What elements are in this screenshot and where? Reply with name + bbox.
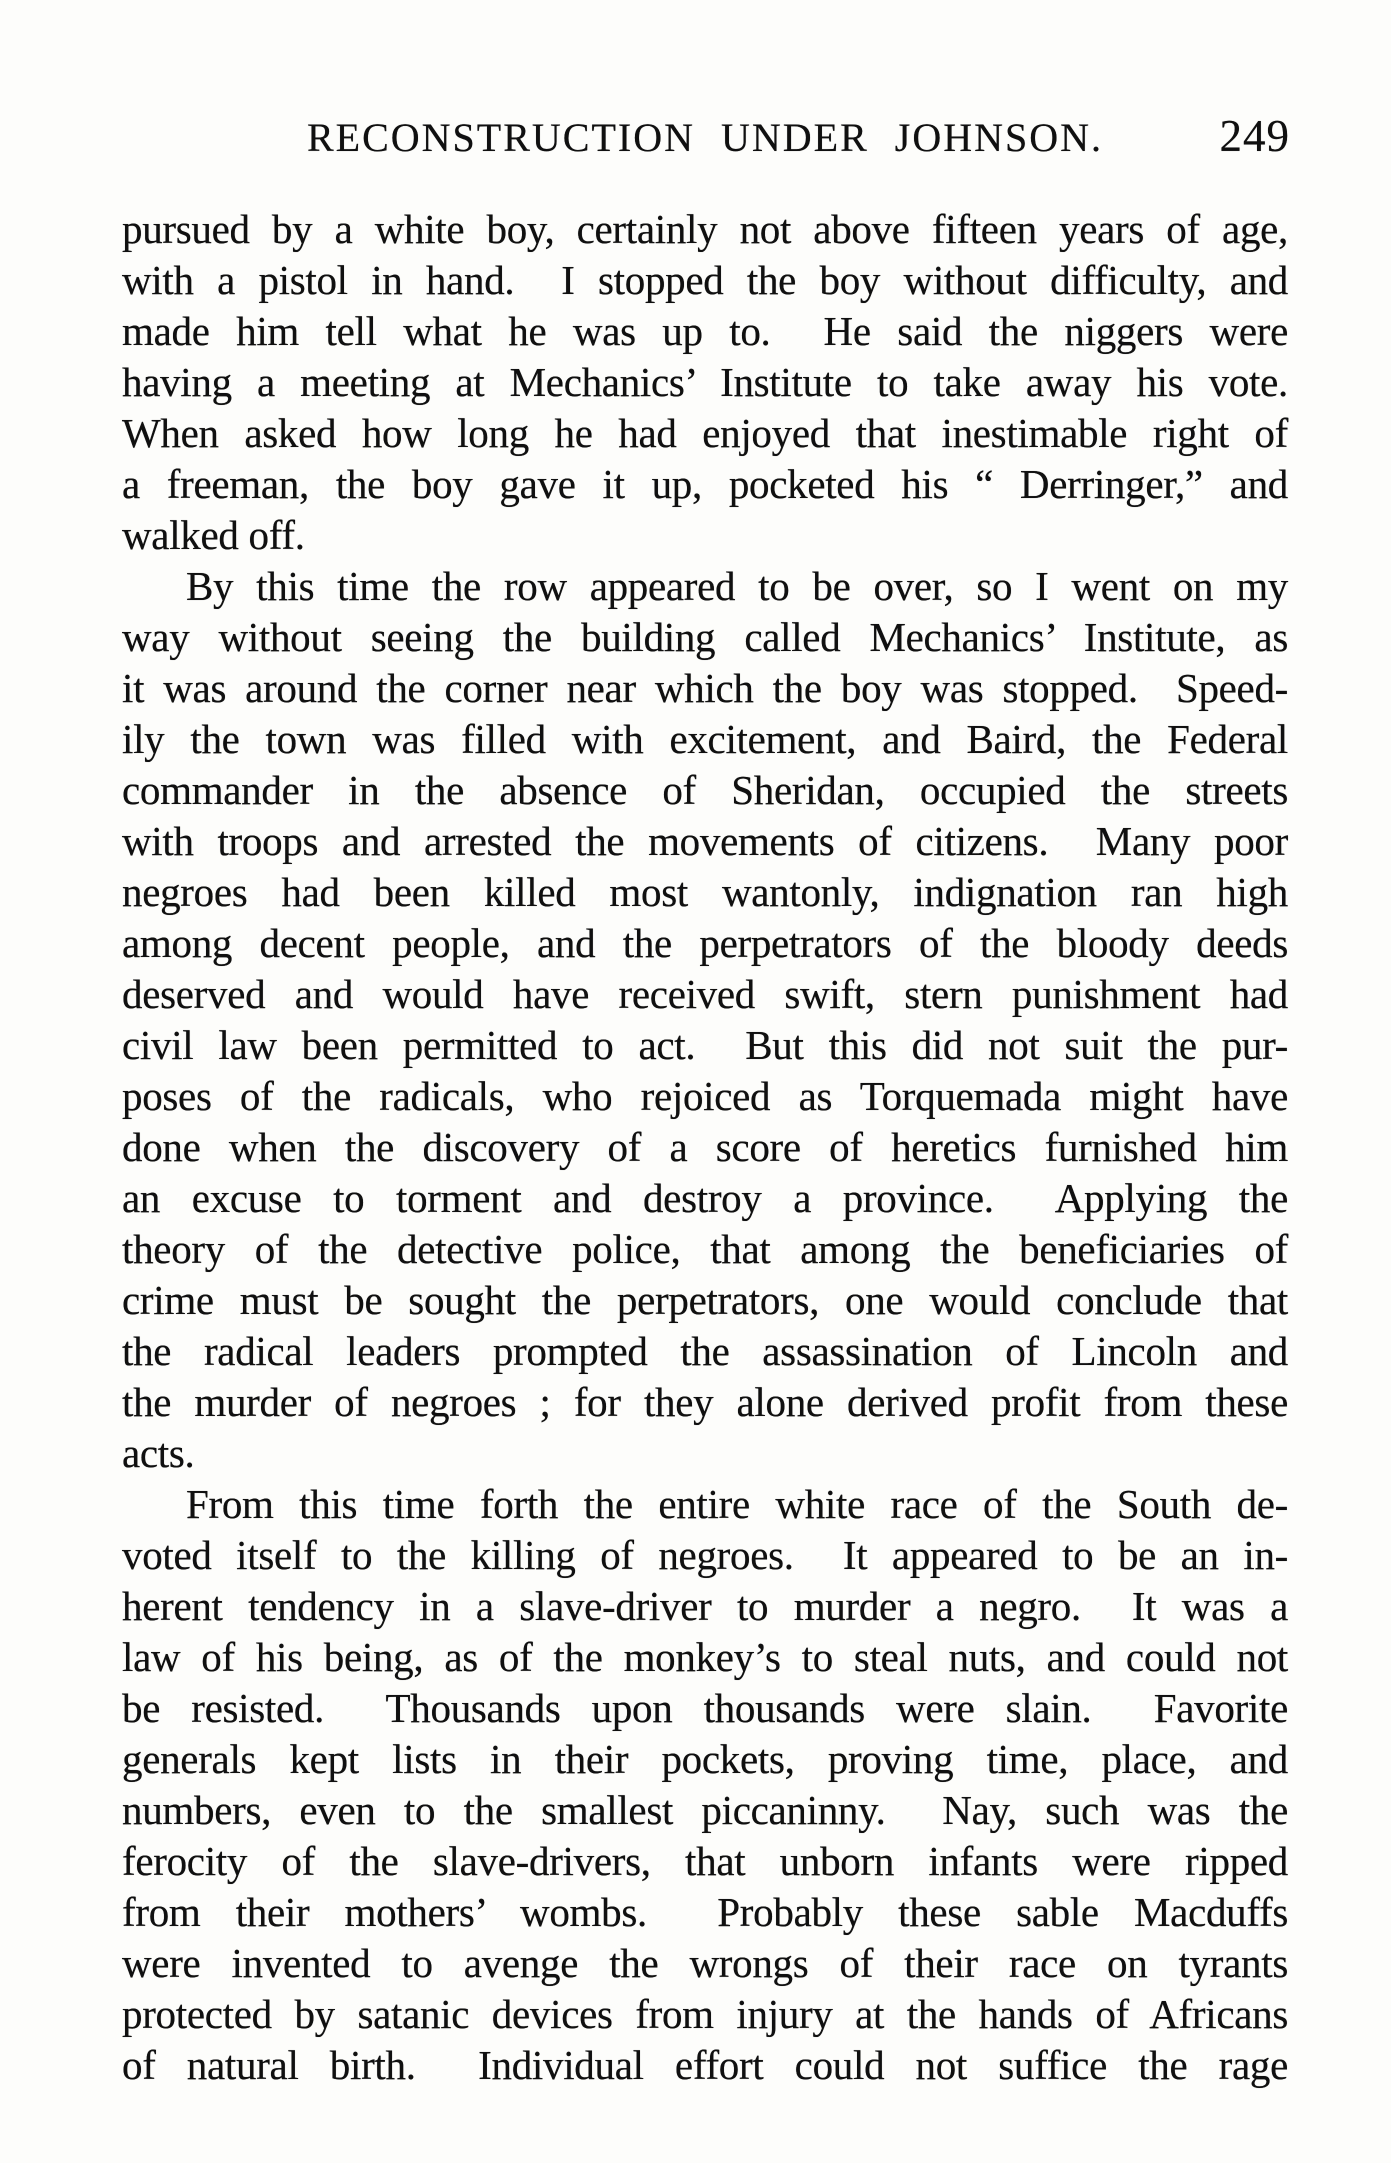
text-line: deserved and would have received swift, stern punishment had — [122, 971, 1288, 1017]
text-line: with a pistol in hand. I stopped the boy without difficulty, and — [122, 257, 1288, 303]
text-line: ferocity of the slave-drivers, that unborn infants were ripped — [122, 1838, 1288, 1884]
text-line: herent tendency in a slave-driver to murder a negro. It was a — [122, 1583, 1288, 1629]
text-line: poses of the radicals, who rejoiced as Torquemada might have — [122, 1073, 1288, 1119]
text-line: it was around the corner near which the boy was stopped. Speed- — [122, 665, 1288, 711]
text-line: made him tell what he was up to. He said the niggers were — [122, 308, 1288, 354]
text-line: way without seeing the building called Mechanics’ Institute, as — [122, 614, 1288, 660]
text-line: protected by satanic devices from injury at the hands of Africans — [122, 1991, 1288, 2037]
text-line: the radical leaders prompted the assassination of Lincoln and — [122, 1328, 1288, 1374]
text-line: civil law been permitted to act. But this did not suit the pur- — [122, 1022, 1288, 1068]
text-line: done when the discovery of a score of heretics furnished him — [122, 1124, 1288, 1170]
text-line: voted itself to the killing of negroes. It appeared to be an in- — [122, 1532, 1288, 1578]
text-line: of natural birth. Individual effort could not suffice the rage — [122, 2042, 1288, 2088]
text-line: with troops and arrested the movements of citizens. Many poor — [122, 818, 1288, 864]
text-line: walked off. — [122, 512, 305, 558]
text-line: From this time forth the entire white race of the South de- — [186, 1481, 1288, 1527]
text-line: an excuse to torment and destroy a province. Applying the — [122, 1175, 1288, 1221]
text-line: law of his being, as of the monkey’s to steal nuts, and could not — [122, 1634, 1288, 1680]
text-line: acts. — [122, 1430, 195, 1476]
text-line: By this time the row appeared to be over, so I went on my — [186, 563, 1288, 609]
text-line: numbers, even to the smallest piccaninny. Nay, such was the — [122, 1787, 1288, 1833]
page-number: 249 — [1219, 111, 1290, 161]
text-line: crime must be sought the perpetrators, one would conclude that — [122, 1277, 1288, 1323]
text-line: the murder of negroes ; for they alone derived profit from these — [122, 1379, 1288, 1425]
text-line: pursued by a white boy, certainly not above fifteen years of age, — [122, 206, 1288, 252]
text-line: theory of the detective police, that among the beneficiaries of — [122, 1226, 1288, 1272]
text-line: When asked how long he had enjoyed that inestimable right of — [122, 410, 1288, 456]
text-line: were invented to avenge the wrongs of their race on tyrants — [122, 1940, 1288, 1986]
text-line: generals kept lists in their pockets, proving time, place, and — [122, 1736, 1288, 1782]
page-body-text — [122, 204, 1288, 2091]
text-line: having a meeting at Mechanics’ Institute to take away his vote. — [122, 359, 1288, 405]
text-line: ily the town was filled with excitement, and Baird, the Federal — [122, 716, 1288, 762]
text-line: commander in the absence of Sheridan, occupied the streets — [122, 767, 1288, 813]
text-line: among decent people, and the perpetrators of the bloody deeds — [122, 920, 1288, 966]
chapter-running-title: RECONSTRUCTION UNDER JOHNSON. — [306, 115, 1104, 160]
running-head — [122, 112, 1288, 164]
text-line: from their mothers’ wombs. Probably these sable Macduffs — [122, 1889, 1288, 1935]
text-line: be resisted. Thousands upon thousands were slain. Favorite — [122, 1685, 1288, 1731]
text-line: a freeman, the boy gave it up, pocketed his “ Derringer,” and — [122, 461, 1288, 507]
text-line: negroes had been killed most wantonly, indignation ran high — [122, 869, 1288, 915]
